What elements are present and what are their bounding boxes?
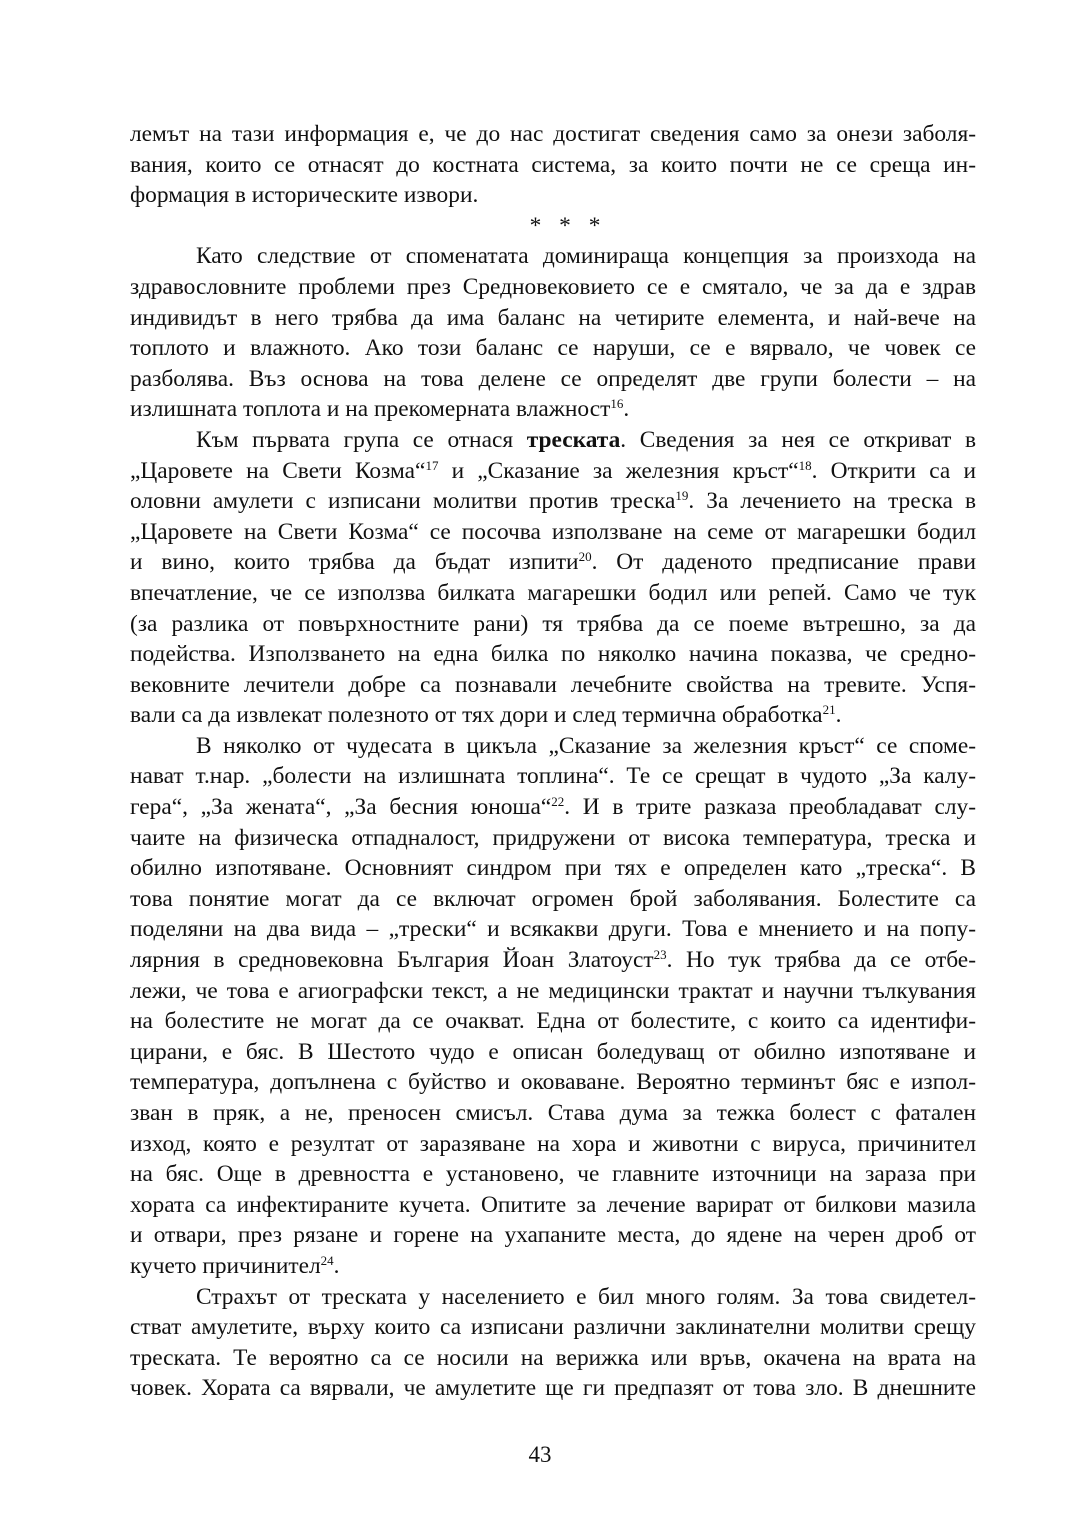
text-run: . xyxy=(333,1252,340,1279)
text-line: лежи, че това е агиографски текст, а не медицински трактат и научни тълкувания xyxy=(130,977,976,1004)
text-line: разболява. Въз основа на това делене се определят две групи болести – на xyxy=(130,365,976,392)
footnote-ref: 16 xyxy=(610,396,624,412)
text-line: (за разлика от повърхностните рани) тя трябва да се поеме вътрешно, за да xyxy=(130,610,976,637)
text-line: зван в пряк, а не, преносен смисъл. Става дума за тежка болест с фатален xyxy=(130,1100,976,1126)
bold-term: треската xyxy=(526,426,621,453)
text-run: . Но тук трябва да се отбе- xyxy=(666,947,976,974)
text-line: поделяни на два вида – „трески“ и всякакви други. Това е мнението и на попу- xyxy=(130,916,976,943)
text-line: и отвари, през рязане и горене на ухапаните места, до ядене на черен дроб от xyxy=(130,1222,976,1249)
text-run: . xyxy=(835,702,842,729)
text-line: хората са инфектираните кучета. Опитите за лечение варират от билкови мазила xyxy=(130,1191,976,1218)
text-run: гера“, „За жената“, „За бесния юноша“ xyxy=(130,794,552,821)
text-line: стват амулетите, върху които са изписани различни заклинателни молитви срещу xyxy=(130,1314,976,1341)
text-line: топлото и влажното. Ако този баланс се наруши, се е вярвало, че човек се xyxy=(130,335,976,362)
text-line: впечатление, че се използва билката магарешки бодил или репей. Само че тук xyxy=(130,579,976,606)
text-line xyxy=(130,456,976,487)
text-line: вековните лечители добре са познавали лечебните свойства на тревите. Успя- xyxy=(130,671,976,698)
page-number: 43 xyxy=(528,1442,552,1467)
text-run: . И в трите разказа преобладават слу- xyxy=(564,794,976,821)
text-run: . За лечението на треска в xyxy=(688,488,976,515)
text-line: Страхът от треската у населението е бил много голям. За това свидетел- xyxy=(196,1283,976,1310)
text-line xyxy=(130,486,976,517)
text-line xyxy=(130,425,976,456)
text-line: „Царовете на Свети Козма“ се посочва използване на семе от магарешки бодил xyxy=(130,518,976,545)
text-line: здравословните проблеми през Средновековието се е смятало, че за да е здрав xyxy=(130,273,976,300)
text-line: лемът на тази информация е, че до нас достигат сведения само за онези заболя- xyxy=(130,121,976,147)
body-text xyxy=(130,119,976,1404)
text-line: цирани, е бяс. В Шестото чудо е описан боледуващ от обилно изпотяване и xyxy=(130,1038,976,1065)
text-line xyxy=(130,547,976,578)
footnote-ref: 22 xyxy=(551,794,565,810)
text-line: Като следствие от споменатата доминираща концепция за произхода на xyxy=(196,243,976,270)
text-line: нават т.нар. „болести на излишната топлина“. Те се срещат в чудото „За калу- xyxy=(130,763,976,790)
text-line: подейства. Използването на една билка по няколко начина показва, че средно- xyxy=(130,641,976,668)
text-run: . Открити са и xyxy=(811,457,976,484)
section-separator: * * * xyxy=(529,212,607,239)
text-run: вали са да извлекат полезното от тях дори и след термична обработка xyxy=(130,702,823,729)
text-run: . xyxy=(623,396,630,423)
text-line: на болестите не могат да се очакват. Една от болестите, с които са идентифи- xyxy=(130,1008,976,1035)
text-line xyxy=(130,792,976,823)
text-run: излишната топлота и на прекомерната влажност xyxy=(130,396,611,423)
text-line xyxy=(130,945,976,976)
text-run: оловни амулети с изписани молитви против треска xyxy=(130,488,676,515)
text-line: формация в историческите извори. xyxy=(130,182,479,209)
text-run: лярния в средновековна България Йоан Златоуст xyxy=(130,947,654,974)
text-run: . Сведения за нея се откриват в xyxy=(620,426,976,453)
text-line: на бяс. Още в древността е установено, че главните източници на зараза при xyxy=(130,1161,976,1188)
text-line xyxy=(130,700,976,731)
footnote-ref: 17 xyxy=(425,457,439,473)
text-run: Към първата група се отнася xyxy=(196,426,527,453)
text-run: . От даденото предписание прави xyxy=(591,549,976,576)
text-line: треската. Те вероятно са се носили на верижка или връв, окачена на врата на xyxy=(130,1344,976,1371)
footnote-ref: 21 xyxy=(822,702,836,718)
text-line: човек. Хората са вярвали, че амулетите ще ги предпазят от това зло. В днешните xyxy=(130,1375,976,1402)
text-run: кучето причинител xyxy=(130,1252,321,1279)
text-line: вания, които се отнасят до костната система, за които почти не се среща ин- xyxy=(130,151,976,178)
text-line: чаите на физическа отпадналост, придружени от висока температура, треска и xyxy=(130,824,976,851)
text-line: индивидът в него трябва да има баланс на четирите елемента, и най-вече на xyxy=(130,304,976,331)
text-line xyxy=(130,394,976,425)
footnote-ref: 24 xyxy=(320,1252,334,1268)
text-run: „Царовете на Свети Козма“ xyxy=(130,457,426,484)
text-line: температура, допълнена с буйство и оковаване. Вероятно терминът бяс е изпол- xyxy=(130,1069,976,1096)
text-line xyxy=(130,1251,976,1282)
text-line: В няколко от чудесата в цикъла „Сказание за железния кръст“ се споме- xyxy=(196,732,976,759)
footnote-ref: 20 xyxy=(578,549,592,565)
text-line: обилно изпотяване. Основният синдром при тях е определен като „треска“. В xyxy=(130,855,976,882)
page-body xyxy=(130,119,976,1404)
text-line: изход, която е резултат от заразяване на хора и животни с вируса, причинител xyxy=(130,1130,976,1157)
text-run: и вино, които трябва да бъдат изпити xyxy=(130,549,579,576)
text-run: и „Сказание за железния кръст“ xyxy=(438,457,799,484)
text-line: това понятие могат да се включат огромен брой заболявания. Болестите са xyxy=(130,885,976,912)
footnote-ref: 23 xyxy=(653,947,667,963)
footnote-ref: 18 xyxy=(798,457,812,473)
footnote-ref: 19 xyxy=(675,488,689,504)
